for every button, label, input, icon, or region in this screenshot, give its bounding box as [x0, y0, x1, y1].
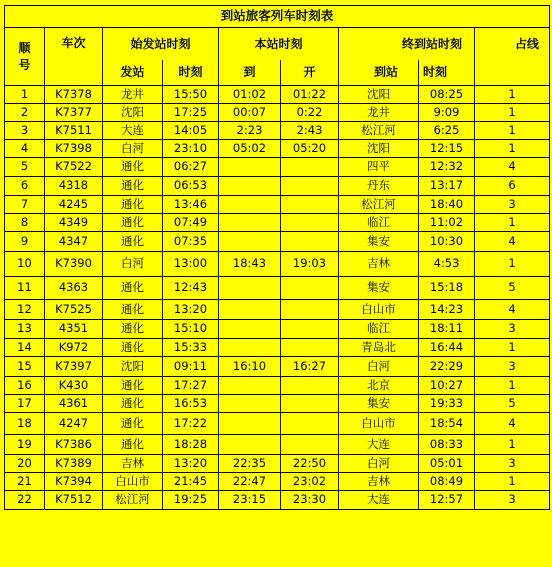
cell-track: 3 — [475, 320, 550, 339]
cell-terminal-station: 集安 — [339, 232, 419, 252]
cell-arrive-time — [219, 395, 281, 413]
cell-terminal-station: 集安 — [339, 277, 419, 300]
cell-train-no: K7390 — [45, 252, 103, 277]
table-row — [5, 435, 550, 455]
cell-terminal-station: 大连 — [339, 435, 419, 455]
subheader-arrive: 到 — [219, 60, 281, 86]
cell-origin-time: 21:45 — [163, 473, 219, 491]
cell-seq: 8 — [5, 214, 45, 232]
table-row — [5, 86, 550, 104]
cell-depart-time: 23:02 — [281, 473, 339, 491]
table-row — [5, 177, 550, 196]
cell-origin-station: 通化 — [103, 413, 163, 435]
cell-track: 3 — [475, 357, 550, 377]
table-row — [5, 104, 550, 122]
cell-train-no: K7389 — [45, 455, 103, 473]
cell-arrive-time — [219, 435, 281, 455]
cell-arrive-time — [219, 413, 281, 435]
cell-arrive-time — [219, 277, 281, 300]
cell-track: 1 — [475, 214, 550, 232]
cell-terminal-time: 12:15 — [419, 140, 475, 158]
cell-terminal-station: 四平 — [339, 158, 419, 177]
title-row — [5, 6, 550, 28]
cell-origin-time: 13:20 — [163, 300, 219, 320]
cell-depart-time — [281, 413, 339, 435]
table-title: 到站旅客列车时刻表 — [5, 6, 550, 28]
cell-terminal-station: 临江 — [339, 214, 419, 232]
table-row — [5, 473, 550, 491]
table-row — [5, 252, 550, 277]
cell-track: 1 — [475, 86, 550, 104]
cell-terminal-time: 14:23 — [419, 300, 475, 320]
cell-origin-time: 15:10 — [163, 320, 219, 339]
cell-arrive-time: 16:10 — [219, 357, 281, 377]
cell-seq: 22 — [5, 491, 45, 510]
cell-arrive-time: 2:23 — [219, 122, 281, 140]
cell-seq: 18 — [5, 413, 45, 435]
cell-seq: 19 — [5, 435, 45, 455]
cell-terminal-station: 青岛北 — [339, 339, 419, 357]
cell-depart-time: 23:30 — [281, 491, 339, 510]
cell-track: 1 — [475, 104, 550, 122]
table-row — [5, 140, 550, 158]
cell-arrive-time — [219, 300, 281, 320]
cell-origin-station: 通化 — [103, 377, 163, 395]
cell-track: 1 — [475, 252, 550, 277]
header-train-no: 车次 — [45, 28, 103, 86]
cell-terminal-time: 22:29 — [419, 357, 475, 377]
cell-origin-time: 17:25 — [163, 104, 219, 122]
cell-terminal-station: 白山市 — [339, 413, 419, 435]
table-row — [5, 196, 550, 214]
cell-seq: 11 — [5, 277, 45, 300]
cell-terminal-time: 18:11 — [419, 320, 475, 339]
cell-arrive-time: 18:43 — [219, 252, 281, 277]
table-row — [5, 455, 550, 473]
cell-terminal-time: 6:25 — [419, 122, 475, 140]
cell-origin-station: 通化 — [103, 177, 163, 196]
cell-origin-time: 23:10 — [163, 140, 219, 158]
cell-depart-time: 0:22 — [281, 104, 339, 122]
cell-origin-station: 大连 — [103, 122, 163, 140]
cell-origin-time: 09:11 — [163, 357, 219, 377]
cell-depart-time — [281, 177, 339, 196]
cell-seq: 6 — [5, 177, 45, 196]
cell-depart-time — [281, 377, 339, 395]
subheader-depart: 开 — [281, 60, 339, 86]
subheader-terminal-station: 到站 — [339, 60, 419, 86]
subheader-origin-time: 时刻 — [163, 60, 219, 86]
cell-arrive-time: 01:02 — [219, 86, 281, 104]
cell-origin-time: 06:53 — [163, 177, 219, 196]
cell-origin-time: 13:46 — [163, 196, 219, 214]
cell-origin-time: 07:49 — [163, 214, 219, 232]
table-row — [5, 357, 550, 377]
cell-origin-station: 通化 — [103, 435, 163, 455]
cell-track: 1 — [475, 473, 550, 491]
cell-train-no: K7398 — [45, 140, 103, 158]
cell-terminal-time: 15:18 — [419, 277, 475, 300]
cell-origin-time: 19:25 — [163, 491, 219, 510]
cell-arrive-time — [219, 196, 281, 214]
cell-origin-station: 通化 — [103, 196, 163, 214]
table-row — [5, 214, 550, 232]
cell-track: 1 — [475, 140, 550, 158]
cell-track: 5 — [475, 277, 550, 300]
cell-seq: 21 — [5, 473, 45, 491]
cell-seq: 17 — [5, 395, 45, 413]
cell-track: 6 — [475, 177, 550, 196]
cell-origin-time: 12:43 — [163, 277, 219, 300]
cell-track: 4 — [475, 413, 550, 435]
header-row — [5, 28, 550, 60]
cell-seq: 5 — [5, 158, 45, 177]
cell-terminal-station: 临江 — [339, 320, 419, 339]
cell-depart-time — [281, 277, 339, 300]
cell-origin-station: 通化 — [103, 339, 163, 357]
cell-origin-time: 07:35 — [163, 232, 219, 252]
cell-seq: 14 — [5, 339, 45, 357]
cell-arrive-time: 22:47 — [219, 473, 281, 491]
cell-arrive-time — [219, 339, 281, 357]
cell-terminal-time: 18:54 — [419, 413, 475, 435]
cell-origin-station: 松江河 — [103, 491, 163, 510]
cell-origin-station: 白河 — [103, 140, 163, 158]
cell-terminal-time: 13:17 — [419, 177, 475, 196]
table-row — [5, 491, 550, 510]
cell-seq: 1 — [5, 86, 45, 104]
cell-train-no: K7512 — [45, 491, 103, 510]
cell-terminal-station: 松江河 — [339, 122, 419, 140]
cell-terminal-time: 12:57 — [419, 491, 475, 510]
cell-depart-time — [281, 214, 339, 232]
cell-terminal-time: 08:25 — [419, 86, 475, 104]
cell-track: 4 — [475, 300, 550, 320]
table-row — [5, 377, 550, 395]
header-origin-group: 始发站时刻 — [103, 28, 219, 60]
cell-train-no: K7522 — [45, 158, 103, 177]
table-row — [5, 395, 550, 413]
cell-depart-time — [281, 435, 339, 455]
cell-terminal-station: 白河 — [339, 357, 419, 377]
arrival-timetable — [4, 5, 550, 510]
cell-origin-station: 沈阳 — [103, 357, 163, 377]
cell-terminal-station: 松江河 — [339, 196, 419, 214]
cell-origin-station: 龙井 — [103, 86, 163, 104]
cell-seq: 9 — [5, 232, 45, 252]
cell-seq: 16 — [5, 377, 45, 395]
cell-train-no: 4351 — [45, 320, 103, 339]
cell-train-no: 4247 — [45, 413, 103, 435]
cell-terminal-time: 18:40 — [419, 196, 475, 214]
cell-depart-time: 22:50 — [281, 455, 339, 473]
cell-origin-station: 沈阳 — [103, 104, 163, 122]
cell-train-no: 4318 — [45, 177, 103, 196]
cell-origin-time: 13:00 — [163, 252, 219, 277]
cell-origin-time: 14:05 — [163, 122, 219, 140]
cell-terminal-time: 05:01 — [419, 455, 475, 473]
cell-terminal-station: 白河 — [339, 455, 419, 473]
cell-terminal-station: 丹东 — [339, 177, 419, 196]
cell-track: 1 — [475, 339, 550, 357]
cell-train-no: K7525 — [45, 300, 103, 320]
cell-train-no: 4361 — [45, 395, 103, 413]
cell-terminal-station: 白山市 — [339, 300, 419, 320]
header-this-station-group: 本站时刻 — [219, 28, 339, 60]
cell-arrive-time — [219, 232, 281, 252]
cell-track: 3 — [475, 491, 550, 510]
table-row — [5, 413, 550, 435]
cell-train-no: 4349 — [45, 214, 103, 232]
cell-arrive-time: 23:15 — [219, 491, 281, 510]
cell-train-no: K7377 — [45, 104, 103, 122]
cell-train-no: K7386 — [45, 435, 103, 455]
table-row — [5, 122, 550, 140]
cell-origin-station: 白山市 — [103, 473, 163, 491]
cell-depart-time — [281, 158, 339, 177]
cell-seq: 7 — [5, 196, 45, 214]
cell-terminal-time: 10:27 — [419, 377, 475, 395]
cell-origin-time: 17:27 — [163, 377, 219, 395]
cell-track: 4 — [475, 232, 550, 252]
table-row — [5, 277, 550, 300]
header-seq: 顺号 — [5, 28, 45, 86]
cell-terminal-station: 北京 — [339, 377, 419, 395]
cell-terminal-time: 08:49 — [419, 473, 475, 491]
cell-origin-station: 通化 — [103, 214, 163, 232]
cell-terminal-station: 沈阳 — [339, 140, 419, 158]
cell-train-no: K7511 — [45, 122, 103, 140]
cell-depart-time — [281, 395, 339, 413]
cell-arrive-time: 00:07 — [219, 104, 281, 122]
table-row — [5, 158, 550, 177]
cell-terminal-time: 9:09 — [419, 104, 475, 122]
cell-arrive-time: 22:35 — [219, 455, 281, 473]
cell-seq: 4 — [5, 140, 45, 158]
cell-arrive-time — [219, 377, 281, 395]
table-row — [5, 300, 550, 320]
cell-depart-time — [281, 320, 339, 339]
cell-seq: 10 — [5, 252, 45, 277]
cell-seq: 12 — [5, 300, 45, 320]
cell-depart-time: 01:22 — [281, 86, 339, 104]
cell-terminal-station: 吉林 — [339, 252, 419, 277]
cell-arrive-time — [219, 214, 281, 232]
subheader-origin-station: 发站 — [103, 60, 163, 86]
cell-origin-time: 06:27 — [163, 158, 219, 177]
cell-train-no: 4245 — [45, 196, 103, 214]
cell-seq: 3 — [5, 122, 45, 140]
cell-terminal-station: 龙井 — [339, 104, 419, 122]
cell-seq: 2 — [5, 104, 45, 122]
cell-origin-station: 通化 — [103, 300, 163, 320]
cell-seq: 20 — [5, 455, 45, 473]
cell-origin-station: 白河 — [103, 252, 163, 277]
cell-depart-time — [281, 339, 339, 357]
subheader-terminal-time: 时刻 — [419, 60, 475, 86]
cell-origin-time: 18:28 — [163, 435, 219, 455]
cell-terminal-time: 19:33 — [419, 395, 475, 413]
cell-origin-station: 通化 — [103, 277, 163, 300]
cell-terminal-station: 大连 — [339, 491, 419, 510]
cell-terminal-time: 10:30 — [419, 232, 475, 252]
cell-track: 3 — [475, 196, 550, 214]
cell-depart-time — [281, 300, 339, 320]
cell-terminal-time: 12:32 — [419, 158, 475, 177]
cell-track: 1 — [475, 435, 550, 455]
cell-terminal-station: 吉林 — [339, 473, 419, 491]
cell-train-no: K7394 — [45, 473, 103, 491]
cell-origin-time: 17:22 — [163, 413, 219, 435]
cell-track: 1 — [475, 122, 550, 140]
cell-origin-station: 吉林 — [103, 455, 163, 473]
cell-origin-station: 通化 — [103, 395, 163, 413]
cell-terminal-time: 08:33 — [419, 435, 475, 455]
cell-seq: 15 — [5, 357, 45, 377]
cell-origin-time: 13:20 — [163, 455, 219, 473]
cell-depart-time: 19:03 — [281, 252, 339, 277]
table-row — [5, 320, 550, 339]
header-terminal-group: 终到站时刻 — [339, 28, 475, 60]
cell-origin-station: 通化 — [103, 232, 163, 252]
cell-arrive-time — [219, 177, 281, 196]
cell-track: 1 — [475, 377, 550, 395]
cell-terminal-time: 4:53 — [419, 252, 475, 277]
cell-arrive-time — [219, 158, 281, 177]
cell-seq: 13 — [5, 320, 45, 339]
cell-origin-time: 16:53 — [163, 395, 219, 413]
cell-depart-time — [281, 232, 339, 252]
cell-terminal-time: 16:44 — [419, 339, 475, 357]
cell-terminal-time: 11:02 — [419, 214, 475, 232]
cell-track: 3 — [475, 455, 550, 473]
table-row — [5, 232, 550, 252]
header-track: 占线 — [475, 28, 550, 60]
table-row — [5, 339, 550, 357]
cell-depart-time: 2:43 — [281, 122, 339, 140]
cell-origin-station: 通化 — [103, 320, 163, 339]
cell-train-no: K7378 — [45, 86, 103, 104]
cell-train-no: 4363 — [45, 277, 103, 300]
cell-train-no: K7397 — [45, 357, 103, 377]
cell-arrive-time: 05:02 — [219, 140, 281, 158]
cell-depart-time: 05:20 — [281, 140, 339, 158]
cell-train-no: K972 — [45, 339, 103, 357]
cell-origin-time: 15:33 — [163, 339, 219, 357]
cell-terminal-station: 沈阳 — [339, 86, 419, 104]
cell-depart-time — [281, 196, 339, 214]
cell-origin-time: 15:50 — [163, 86, 219, 104]
cell-track: 5 — [475, 395, 550, 413]
cell-train-no: K430 — [45, 377, 103, 395]
cell-terminal-station: 集安 — [339, 395, 419, 413]
cell-train-no: 4347 — [45, 232, 103, 252]
cell-track: 4 — [475, 158, 550, 177]
subheader-track-blank — [475, 60, 550, 86]
cell-origin-station: 通化 — [103, 158, 163, 177]
cell-depart-time: 16:27 — [281, 357, 339, 377]
cell-arrive-time — [219, 320, 281, 339]
